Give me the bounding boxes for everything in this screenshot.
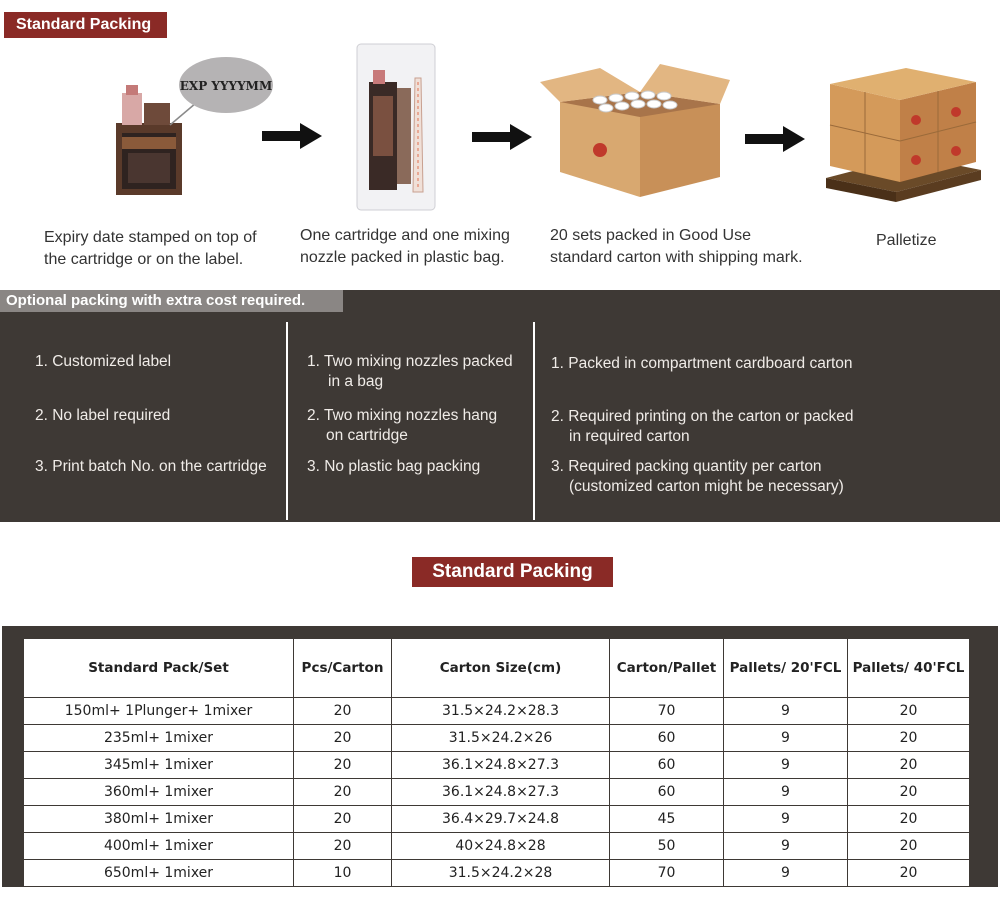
table-cell: 9 xyxy=(724,860,848,887)
caption-line: Expiry date stamped on top of xyxy=(44,229,257,246)
table-cell: 20 xyxy=(848,833,970,860)
packing-table xyxy=(23,638,970,887)
table-row xyxy=(24,752,970,779)
option-line: 2. No label required xyxy=(35,407,171,424)
step-3-caption xyxy=(550,225,803,269)
table-cell: 20 xyxy=(848,698,970,725)
table-cell: 9 xyxy=(724,752,848,779)
option-item xyxy=(551,354,853,374)
plastic-bag-icon xyxy=(355,42,437,212)
table-cell: 20 xyxy=(848,860,970,887)
caption-line: standard carton with shipping mark. xyxy=(550,249,803,266)
optional-packing-title: Optional packing with extra cost required. xyxy=(0,290,343,312)
table-cell: 20 xyxy=(848,752,970,779)
caption-line: 20 sets packed in Good Use xyxy=(550,227,752,244)
option-item xyxy=(551,407,853,447)
caption-line: nozzle packed in plastic bag. xyxy=(300,249,505,266)
arrow-right-icon xyxy=(745,126,805,152)
option-item xyxy=(35,406,170,426)
column-header: Carton/Pallet xyxy=(610,639,724,698)
table-cell: 360ml+ 1mixer xyxy=(24,779,294,806)
table-cell: 9 xyxy=(724,833,848,860)
table-cell: 9 xyxy=(724,806,848,833)
table-cell: 60 xyxy=(610,752,724,779)
table-cell: 400ml+ 1mixer xyxy=(24,833,294,860)
packing-table-frame xyxy=(2,626,998,887)
option-line: 2. Required printing on the carton or packed xyxy=(551,408,854,425)
option-line: 3. Print batch No. on the cartridge xyxy=(35,458,267,475)
table-row xyxy=(24,725,970,752)
table-cell: 31.5×24.2×28 xyxy=(392,860,610,887)
table-cell: 31.5×24.2×26 xyxy=(392,725,610,752)
open-carton-icon xyxy=(540,62,730,202)
table-cell: 20 xyxy=(294,752,392,779)
stamp-text: EXP YYYYMM xyxy=(179,79,273,93)
table-header-row xyxy=(24,639,970,698)
table-row xyxy=(24,806,970,833)
option-item xyxy=(35,352,171,372)
caption-line: Palletize xyxy=(876,232,937,249)
table-cell: 20 xyxy=(294,725,392,752)
step-2-caption xyxy=(300,225,510,269)
option-item xyxy=(307,352,513,392)
column-header: Pallets/ 20'FCL xyxy=(724,639,848,698)
arrow-right-icon xyxy=(262,123,322,149)
table-row xyxy=(24,860,970,887)
table-row xyxy=(24,698,970,725)
option-item xyxy=(35,457,267,477)
table-cell: 40×24.8×28 xyxy=(392,833,610,860)
table-cell: 380ml+ 1mixer xyxy=(24,806,294,833)
table-cell: 9 xyxy=(724,698,848,725)
table-cell: 20 xyxy=(848,779,970,806)
table-cell: 60 xyxy=(610,779,724,806)
pallet-icon xyxy=(816,60,988,208)
arrow-right-icon xyxy=(472,124,532,150)
table-cell: 20 xyxy=(848,725,970,752)
caption-line: the cartridge or on the label. xyxy=(44,251,244,268)
table-cell: 20 xyxy=(294,806,392,833)
column-divider xyxy=(533,322,535,520)
option-line: 1. Two mixing nozzles packed xyxy=(307,353,513,370)
column-header: Standard Pack/Set xyxy=(24,639,294,698)
table-cell: 345ml+ 1mixer xyxy=(24,752,294,779)
table-cell: 9 xyxy=(724,725,848,752)
table-cell: 36.1×24.8×27.3 xyxy=(392,752,610,779)
table-section-badge: Standard Packing xyxy=(412,557,613,587)
table-cell: 650ml+ 1mixer xyxy=(24,860,294,887)
table-cell: 150ml+ 1Plunger+ 1mixer xyxy=(24,698,294,725)
table-cell: 10 xyxy=(294,860,392,887)
option-line: (customized carton might be necessary) xyxy=(569,478,844,495)
standard-packing-badge: Standard Packing xyxy=(4,12,167,38)
table-cell: 36.4×29.7×24.8 xyxy=(392,806,610,833)
table-cell: 50 xyxy=(610,833,724,860)
column-header: Pallets/ 40'FCL xyxy=(848,639,970,698)
table-cell: 235ml+ 1mixer xyxy=(24,725,294,752)
option-line: 1. Packed in compartment cardboard carton xyxy=(551,355,853,372)
table-cell: 45 xyxy=(610,806,724,833)
option-line: 2. Two mixing nozzles hang xyxy=(307,407,498,424)
option-line: 3. No plastic bag packing xyxy=(307,458,481,475)
column-divider xyxy=(286,322,288,520)
option-line: on cartridge xyxy=(326,427,408,444)
table-cell: 20 xyxy=(294,833,392,860)
option-item xyxy=(307,406,497,446)
step-4-caption xyxy=(876,230,936,252)
option-line: 1. Customized label xyxy=(35,353,172,370)
table-cell: 9 xyxy=(724,779,848,806)
step-1-caption xyxy=(44,227,257,271)
table-cell: 70 xyxy=(610,860,724,887)
cartridge-stamp-icon xyxy=(108,55,278,200)
column-header: Pcs/Carton xyxy=(294,639,392,698)
column-header: Carton Size(cm) xyxy=(392,639,610,698)
table-cell: 20 xyxy=(294,779,392,806)
table-cell: 20 xyxy=(848,806,970,833)
table-cell: 20 xyxy=(294,698,392,725)
table-cell: 36.1×24.8×27.3 xyxy=(392,779,610,806)
table-cell: 70 xyxy=(610,698,724,725)
option-line: in a bag xyxy=(328,373,384,390)
option-item xyxy=(307,457,480,477)
table-row xyxy=(24,779,970,806)
option-line: 3. Required packing quantity per carton xyxy=(551,458,822,475)
table-cell: 60 xyxy=(610,725,724,752)
table-row xyxy=(24,833,970,860)
table-cell: 31.5×24.2×28.3 xyxy=(392,698,610,725)
option-item xyxy=(551,457,844,497)
caption-line: One cartridge and one mixing xyxy=(300,227,510,244)
option-line: in required carton xyxy=(569,428,690,445)
